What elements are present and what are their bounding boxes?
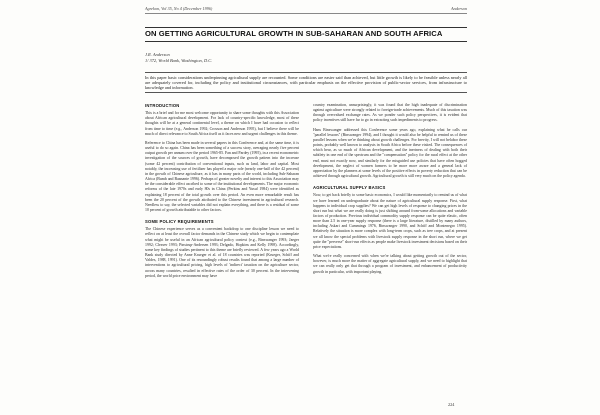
running-head-journal: Agrekon, Vol 35, No 4 (December 1996) [145, 6, 213, 11]
header-rule [145, 13, 467, 14]
paragraph: Now, to get back briefly to some basic economics, I would like momentarily to remind us of what we have learned on undergraduate about the nature of agricultural supply response. First, what happens to individual crop supplies? We can get high levels of response to changing prices in the short run but what we are really doing is just shifting around from-some allocations and variable factors of production. Previous individual commodity supply response can be quite elastic, often more than 2.5 in one-year supply response (there is a large literature, distilled by many authors, including Askari and Cummings 1976, Binswanger 1990, and Schiff and Montenegro 1995). Relatively the situation is more complex with long-term crops, such as tree crops, and at present we all know the special problems with livestock supply response in the short run, where we get quite the "perverse" short-run effects as people make livestock investment decisions based on their price expectations. [313, 193, 467, 249]
author-affiliation: 1/ 372, World Bank, Washington, D.C. [145, 57, 213, 63]
author-name: J.R. Anderson [145, 52, 170, 57]
author-block [145, 52, 345, 63]
paragraph: country examination, unsurprisingly, it was found that the high inadequate of discrimination against agriculture were strongly related to foreign-trade achievements. Much of this taxation was through overvalued exchange rates. As we ponder such policy perspectives, it is evident that policy incentives still have far to go in extracting such impediments to progress. [313, 103, 467, 123]
running-head [145, 6, 467, 11]
paper-title: ON GETTING AGRICULTURAL GROWTH IN SUB-SAHARAN AND SOUTH AFRICA [145, 27, 467, 42]
heading-introduction: INTRODUCTION [145, 103, 180, 108]
paragraph: This is a brief and for me most welcome opportunity to share some thoughts with this Association about African agricultural development. For lack of country-specific knowledge, most of these thoughts will be at a general continental level, a theme on which I have had occasion to reflect from time to time (e.g., Anderson 1992; Crosson and Anderson 1995), but I believe there will be much of direct relevance to South Africa itself as it faces new and urgent challenges in this theme. [145, 111, 299, 136]
paragraph: What we're really concerned with when we're talking about getting growth out of the sector, however, is much more the matter of aggregate agricultural supply, and we need to highlight that we can really only get that through a program of investment, and enhancement of productivity growth in particular, with important playing [313, 254, 467, 274]
heading-policy-requirements: SOME POLICY REQUIREMENTS [145, 219, 214, 225]
paragraph: Hans Binswanger addressed this Conference some years ago, explaining what he calls our "parallel lessons" (Binswanger 1994), and I thought it would also be helpful to remind us of these parallel lessons when we're thinking about growth challenges. For brevity, I will not belabor these points, probably well known to analysts in South Africa before these visited. The consequences of which bear, as so much of African development, and the inertness of dealing with both their subtlety in one end of the spectrum and the "compensation" policy for the rural effect at the other end, must not exactly now, and similarly for the misguided use policies that have often hogged development, the neglect of women farmers to be more more aware and a general lack of appreciation by the planners at some levels of the positive effects in poverty reduction that can be achieved through agricultural growth. Agricultural growth is still very much on the policy agenda. [313, 127, 467, 179]
column-right [313, 103, 467, 279]
heading-supply-basics: AGRICULTURAL SUPPLY BASICS [313, 185, 386, 191]
paragraph: Reference to China has been made in several papers in this Conference and, at the same time, it is useful to do so again. China has been something of a success story, averaging nearly five percent output growth per annum over the period 1965-85. Fan and Pardey (1995), in a recent econometric investigation of the sources of growth, have decomposed the growth pattern into the increase (some 42 percent) contribution of conventional inputs, such as land, labor and capital. Most notably, the increasing use of fertilizer has played a major role (nearly one-half of the 42 percent) in the growth of Chinese agriculture, as it has in many parts of the world, including Sub-Saharan Africa (Bumb and Baanante 1996). Perhaps of greater novelty and interest to this Association may be the considerable effect ascribed to some of the institutional developments. The major economic reforms of the late 1970s and early 80s in China (Perkins and Yusuf 1984) were identified as explaining 18 percent of the total growth over this period. An even more remarkable result has been the 20 percent of the growth attributed to the Chinese investment in agricultural research. Needless to say, the selected variables did not explain everything, and there is a residual of some 10 percent of growth attributable to other factors. [145, 140, 299, 212]
running-head-author: Anderson [450, 6, 467, 11]
column-left [145, 103, 299, 283]
page-number: 224 [448, 402, 455, 407]
paragraph: The Chinese experience serves as a convenient backdrop to one discipline lesson we need to reflect on at least the overall factor demands in the Chinese study which we begin to contemplate what might be useful in an African agricultural policy context (e.g., Binswanger 1993; Jaeger 1992; Cleaver 1993; Pinstrup-Andersen 1993; Delgado, Hopkins and Kelly 1998). Accordingly, some key findings of studies pertinent to this theme are briefly reviewed. A few years ago a World Bank study directed by Anne Krueger et al. of 18 countries was reported (Krueger, Schiff and Valdes, 1988, 1991). One of its resoundingly robust results found that among a large number of interventions to agricultural pricing, high levels of 'indirect' taxation on the agriculture sector, across many countries, resulted in effective rates of the order of 30 percent. In the intervening period, the world price environment may have [145, 227, 299, 278]
abstract: In this paper basic considerations underpinning agricultural supply are recounted. Some conditions are easier said than achieved, but little growth is likely to be feasible unless nearly all are adequately covered for, including the policy and institutional circumstances, with particular emphasis on the effective provision of public-sector services, from infrastructure to knowledge and information. [145, 72, 467, 93]
